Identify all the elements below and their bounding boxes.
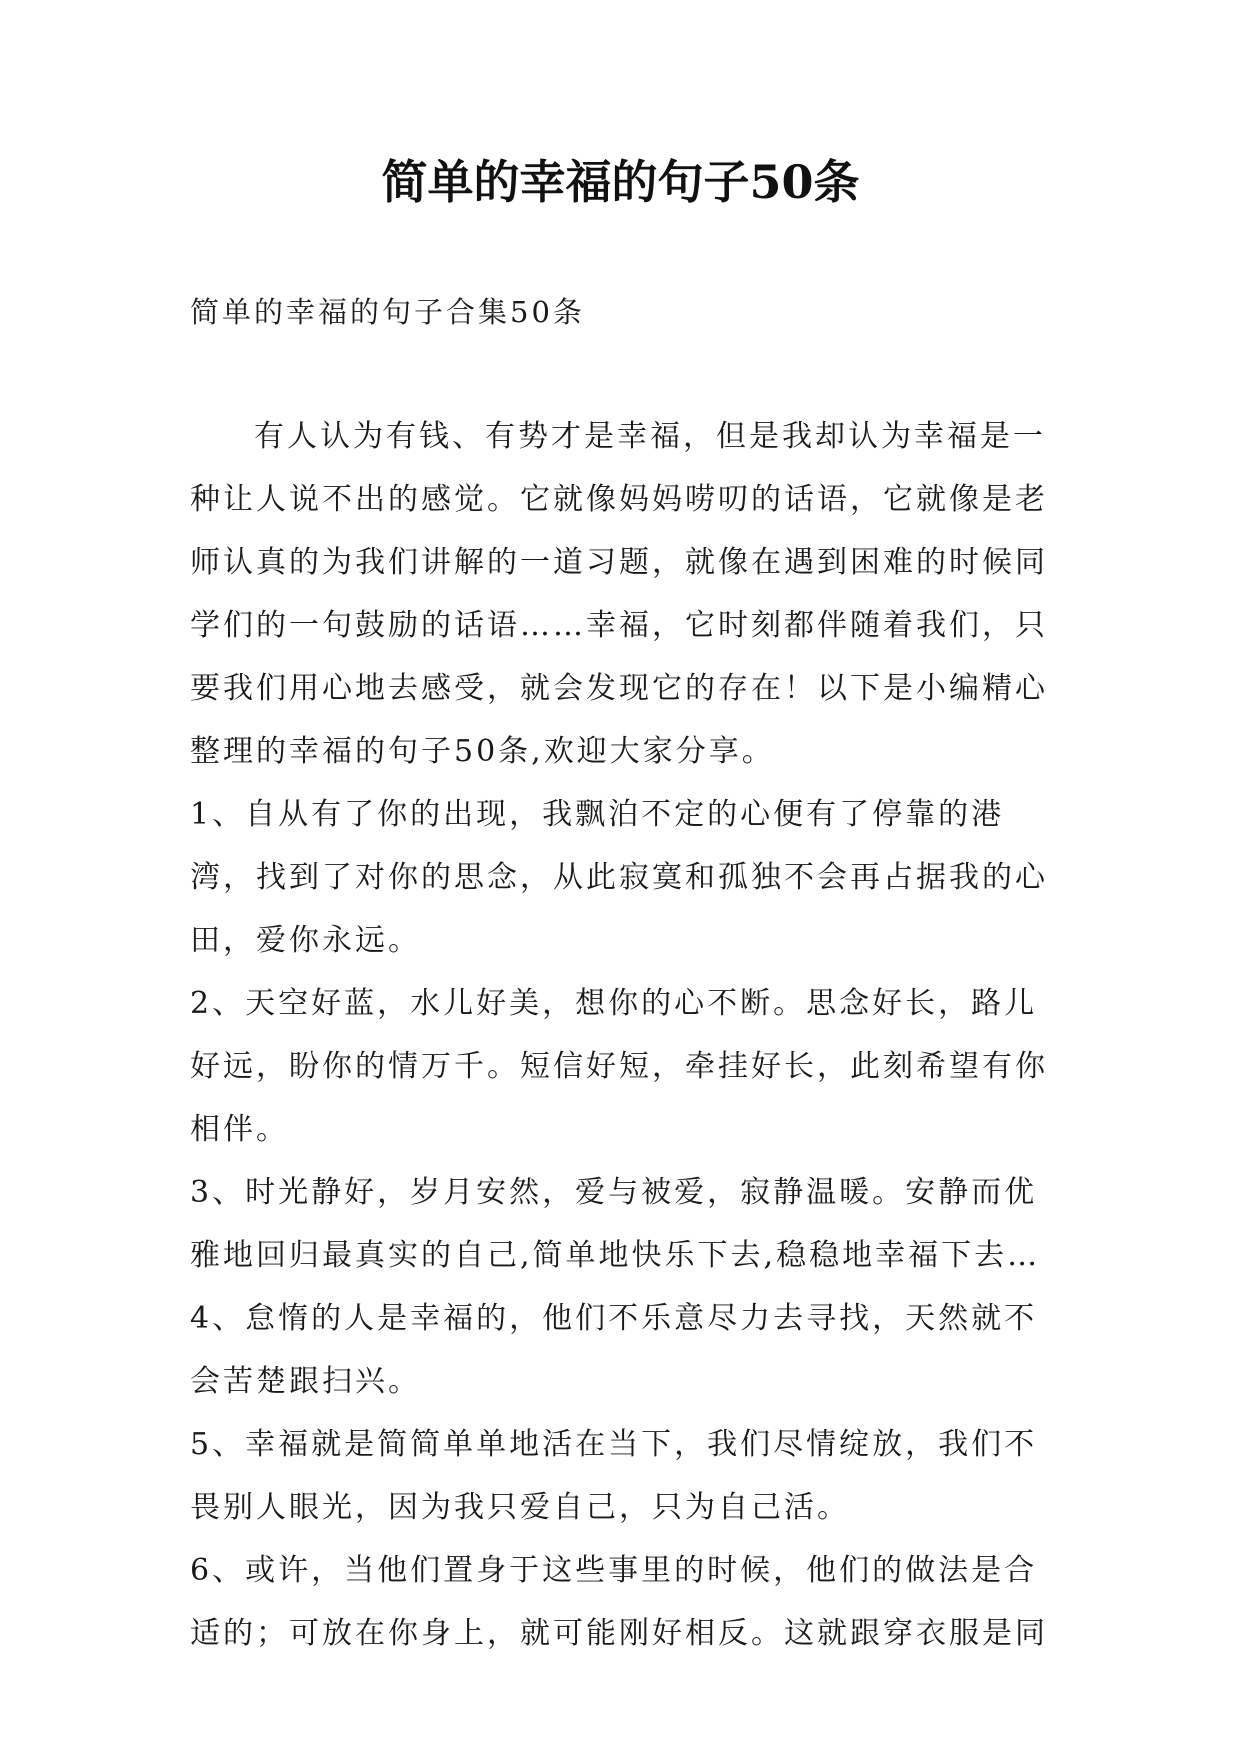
list-item: 5、幸福就是简简单单地活在当下，我们尽情绽放，我们不畏别人眼光，因为我只爱自己，只为自己活。 [190,1427,1038,1525]
document-subtitle: 简单的幸福的句子合集50条 [190,295,585,329]
list-item: 1、自从有了你的出现，我飘泊不定的心便有了停靠的港湾，找到了对你的思念，从此寂寞和孤独不会再占据我的心田，爱你永远。 [190,797,1048,958]
list-item: 3、时光静好，岁月安然，爱与被爱，寂静温暖。安静而优雅地回归最真实的自己,简单地快乐下去,稳稳地幸福下去… [190,1175,1041,1273]
document-body [190,405,1060,1665]
list-item: 2、天空好蓝，水儿好美，想你的心不断。思念好长，路儿好远，盼你的情万千。短信好短，牵挂好长，此刻希望有你相伴。 [190,986,1048,1147]
list-item: 4、怠惰的人是幸福的，他们不乐意尽力去寻找，天然就不会苦楚跟扫兴。 [190,1301,1038,1399]
list-item: 6、或许，当他们置身于这些事里的时候，他们的做法是合适的；可放在你身上，就可能刚好相反。这就跟穿衣服是同 [190,1553,1048,1651]
intro-paragraph: 有人认为有钱、有势才是幸福，但是我却认为幸福是一种让人说不出的感觉。它就像妈妈唠叨的话语，它就像是老师认真的为我们讲解的一道习题，就像在遇到困难的时候同学们的一句鼓励的话语……幸福，它时刻都伴随着我们，只要我们用心地去感受，就会发现它的存在！以下是小编精心整理的幸福的句子50条,欢迎大家分享。 [190,419,1048,769]
document-title: 简单的幸福的句子50条 [381,155,860,209]
